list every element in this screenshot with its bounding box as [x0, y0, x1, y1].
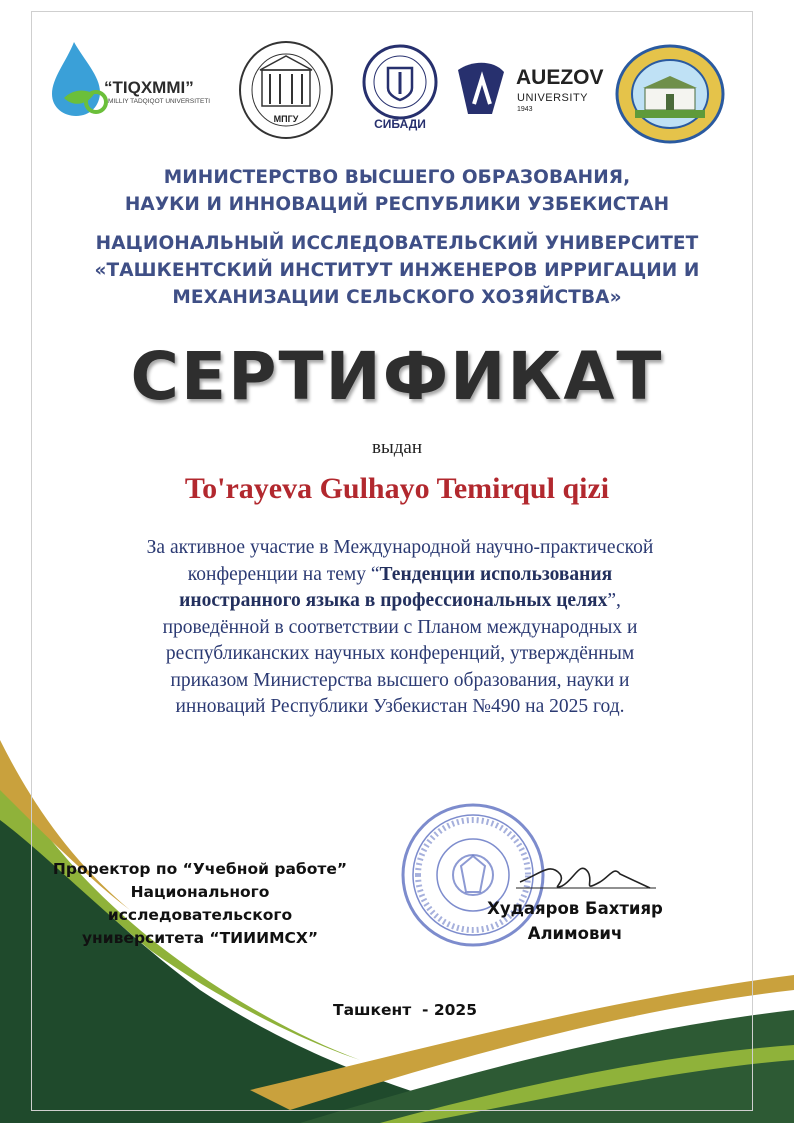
- ministry-line-1: МИНИСТЕРСТВО ВЫСШЕГО ОБРАЗОВАНИЯ,: [163, 167, 631, 188]
- auezov-name: AUEZOV: [516, 66, 604, 89]
- recipient-name: To'rayeva Gulhayo Temirqul qizi: [184, 472, 610, 505]
- university-seal-icon: [615, 44, 725, 144]
- university-line-2: «ТАШКЕНТСКИЙ ИНСТИТУТ ИНЖЕНЕРОВ ИРРИГАЦИИ И: [94, 260, 700, 281]
- vice-rector-line-3: исследовательского: [107, 906, 293, 924]
- vice-rector-line-4: университета “ТИИИМСХ”: [81, 929, 319, 947]
- sibadi-name: СИБАДИ: [374, 117, 426, 131]
- body-line-1: За активное участие в Международной научно-практической: [146, 537, 654, 558]
- body-line-4: проведённой в соответствии с Планом международных и: [162, 616, 638, 638]
- ministry-line-2: НАУКИ И ИННОВАЦИЙ РЕСПУБЛИКИ УЗБЕКИСТАН: [124, 194, 670, 215]
- vice-rector-line-2: Национального: [130, 883, 270, 901]
- university-line-3: МЕХАНИЗАЦИИ СЕЛЬСКОГО ХОЗЯЙСТВА»: [172, 287, 622, 308]
- body-line-3: [80, 588, 720, 615]
- vice-rector-line-1: Проректор по “Учебной работе”: [52, 860, 348, 878]
- body-line-2-start: конференции на тему “: [187, 563, 380, 585]
- city-year: Ташкент - 2025: [333, 1001, 477, 1019]
- tiqxmmi-subtitle: MILLIY TADQIQOT UNIVERSITETI: [108, 98, 211, 105]
- certificate-body: [80, 535, 720, 721]
- conference-topic-part-2: иностранного языка в профессиональных целях: [179, 590, 608, 611]
- body-line-3-end: ”,: [607, 590, 621, 611]
- certificate-title: СЕРТИФИКАТ: [130, 338, 664, 415]
- signatory-name: [460, 896, 690, 946]
- conference-topic-part-1: Тенденции использования: [379, 563, 613, 585]
- body-line-2: [80, 562, 720, 589]
- signature: [510, 852, 660, 902]
- signatory-name-line-2: Алимович: [527, 924, 623, 943]
- tiqxmmi-logo: [44, 38, 234, 118]
- body-line-5: республиканских научных конференций, утверждённым: [165, 643, 635, 664]
- vice-rector-title: [20, 858, 380, 950]
- uzbek-university-seal-logo: [615, 44, 725, 144]
- issued-label: выдан: [371, 437, 422, 458]
- signatory-name-line-1: Худаяров Бахтияр: [487, 899, 663, 918]
- auezov-year: 1943: [517, 106, 533, 113]
- auezov-logo: [452, 60, 612, 120]
- body-line-6: приказом Министерства высшего образования, науки и: [170, 669, 630, 691]
- mpgu-emblem-icon: [238, 40, 334, 140]
- auezov-emblem-icon: [452, 60, 508, 116]
- mpgu-logo: [238, 40, 334, 140]
- body-line-7: инноваций Республики Узбекистан №490 на 2025 год.: [175, 696, 625, 717]
- mpgu-name: МПГУ: [273, 114, 299, 124]
- auezov-sub: UNIVERSITY: [517, 92, 589, 104]
- tiqxmmi-name: “TIQXMMI”: [104, 78, 194, 97]
- university-line-1: НАЦИОНАЛЬНЫЙ ИССЛЕДОВАТЕЛЬСКИЙ УНИВЕРСИТЕТ: [95, 233, 699, 254]
- sibadi-logo: [360, 42, 440, 138]
